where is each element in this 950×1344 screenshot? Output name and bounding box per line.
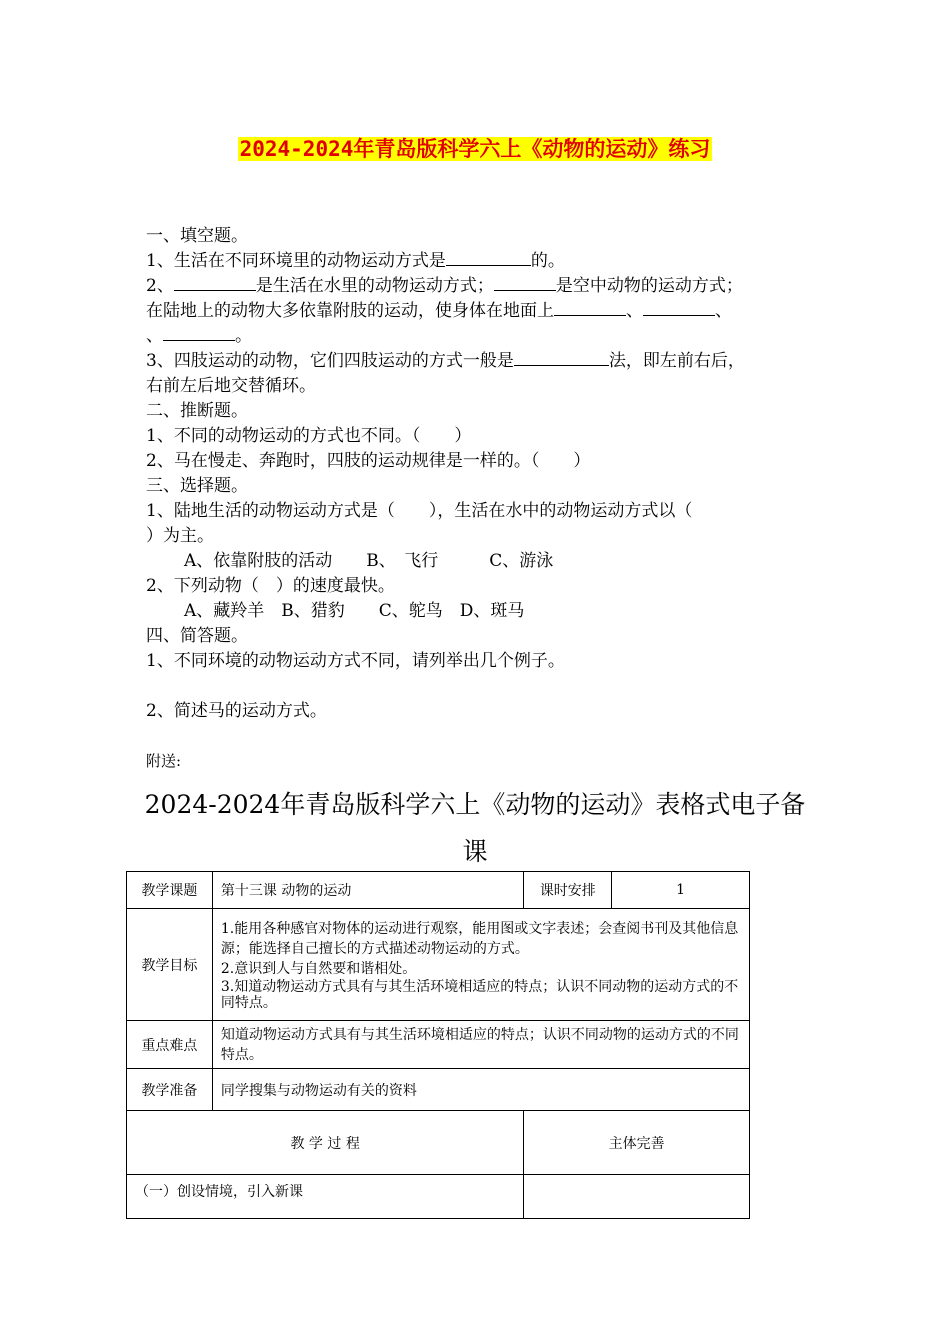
- fill-question-2-line2: 在陆地上的动物大多依靠附肢的运动，使身体在地面上 、 、: [146, 301, 732, 321]
- lesson-plan-table: [126, 871, 750, 1219]
- fill-question-3-line2: 右前左后地交替循环。: [146, 376, 316, 396]
- choice-question-1-line2: ）为主。: [146, 526, 214, 546]
- choice-question-2: 2、下列动物（ ）的速度最快。: [146, 576, 395, 596]
- fill-question-1: 1、生活在不同环境里的动物运动方式是 的。: [146, 251, 565, 271]
- choice-question-1: 1、陆地生活的动物运动方式是（ ），生活在水中的动物运动方式以（: [146, 501, 693, 521]
- topic-label: 教学课题: [127, 872, 213, 909]
- topic-value: 第十三课 动物的运动: [212, 872, 523, 909]
- refine-cell: [524, 1175, 750, 1219]
- answer-blank[interactable]: [163, 325, 235, 341]
- goal-item: 3.知道动物运动方式具有与其生活环境相适应的特点；认识不同动物的运动方式的不同特点。: [220, 978, 739, 1011]
- lesson-plan-title-line2: 课: [462, 837, 488, 866]
- process-header: 教 学 过 程: [127, 1111, 524, 1175]
- fill-question-3: 3、四肢运动的动物，它们四肢运动的方式一般是 法，即左前右后，: [146, 351, 745, 371]
- goals-label: 教学目标: [127, 909, 213, 1021]
- appendix-label: 附送:: [146, 752, 182, 770]
- section-heading-judge: 二、推断题。: [146, 401, 248, 421]
- table-row: [127, 1069, 750, 1111]
- goal-item: 1.能用各种感官对物体的运动进行观察，能用图或文字表述；会查阅书刊及其他信息源；能选择自己擅长的方式描述动物运动的方式。: [220, 920, 739, 957]
- prep-label: 教学准备: [127, 1069, 213, 1111]
- fill-question-2-line3: 、 。: [146, 326, 252, 346]
- judge-question-1: 1、不同的动物运动的方式也不同。（ ）: [146, 426, 472, 446]
- fill-question-2: 2、 是生活在水里的动物运动方式； 是空中动物的运动方式；: [146, 276, 743, 296]
- hours-value: 1: [612, 872, 750, 909]
- key-label: 重点难点: [127, 1021, 213, 1069]
- answer-blank[interactable]: [554, 300, 626, 316]
- table-row: [127, 872, 750, 909]
- lesson-plan-title: 2024-2024年青岛版科学六上《动物的运动》表格式电子备: [144, 790, 806, 819]
- section-heading-choice: 三、选择题。: [146, 476, 248, 496]
- table-row: [127, 1111, 750, 1175]
- answer-blank[interactable]: [514, 350, 609, 366]
- table-row: [127, 909, 750, 1021]
- process-step: （一）创设情境，引入新课: [127, 1175, 524, 1219]
- table-row: [127, 1021, 750, 1069]
- answer-blank[interactable]: [643, 300, 715, 316]
- short-answer-question-2: 2、简述马的运动方式。: [146, 701, 327, 721]
- refine-header: 主体完善: [524, 1111, 750, 1175]
- answer-blank[interactable]: [494, 275, 556, 291]
- choice-question-1-options: A、依靠附肢的活动 B、 飞行 C、游泳: [184, 551, 554, 571]
- answer-blank[interactable]: [174, 275, 256, 291]
- choice-question-2-options: A、藏羚羊 B、猎豹 C、鸵鸟 D、斑马: [184, 601, 525, 621]
- goal-item: 2.意识到人与自然要和谐相处。: [220, 960, 417, 977]
- prep-value: 同学搜集与动物运动有关的资料: [212, 1069, 749, 1111]
- key-value: 知道动物运动方式具有与其生活环境相适应的特点；认识不同动物的运动方式的不同特点。: [212, 1021, 749, 1069]
- hours-label: 课时安排: [524, 872, 612, 909]
- section-heading-short-answer: 四、简答题。: [146, 626, 248, 646]
- document-title: 2024-2024年青岛版科学六上《动物的运动》练习: [239, 137, 711, 161]
- section-heading-fill: 一、填空题。: [146, 226, 248, 246]
- goals-cell: [212, 909, 749, 1021]
- short-answer-question-1: 1、不同环境的动物运动方式不同，请列举出几个例子。: [146, 651, 565, 671]
- judge-question-2: 2、马在慢走、奔跑时，四肢的运动规律是一样的。（ ）: [146, 451, 591, 471]
- table-row: [127, 1175, 750, 1219]
- answer-blank[interactable]: [446, 250, 531, 266]
